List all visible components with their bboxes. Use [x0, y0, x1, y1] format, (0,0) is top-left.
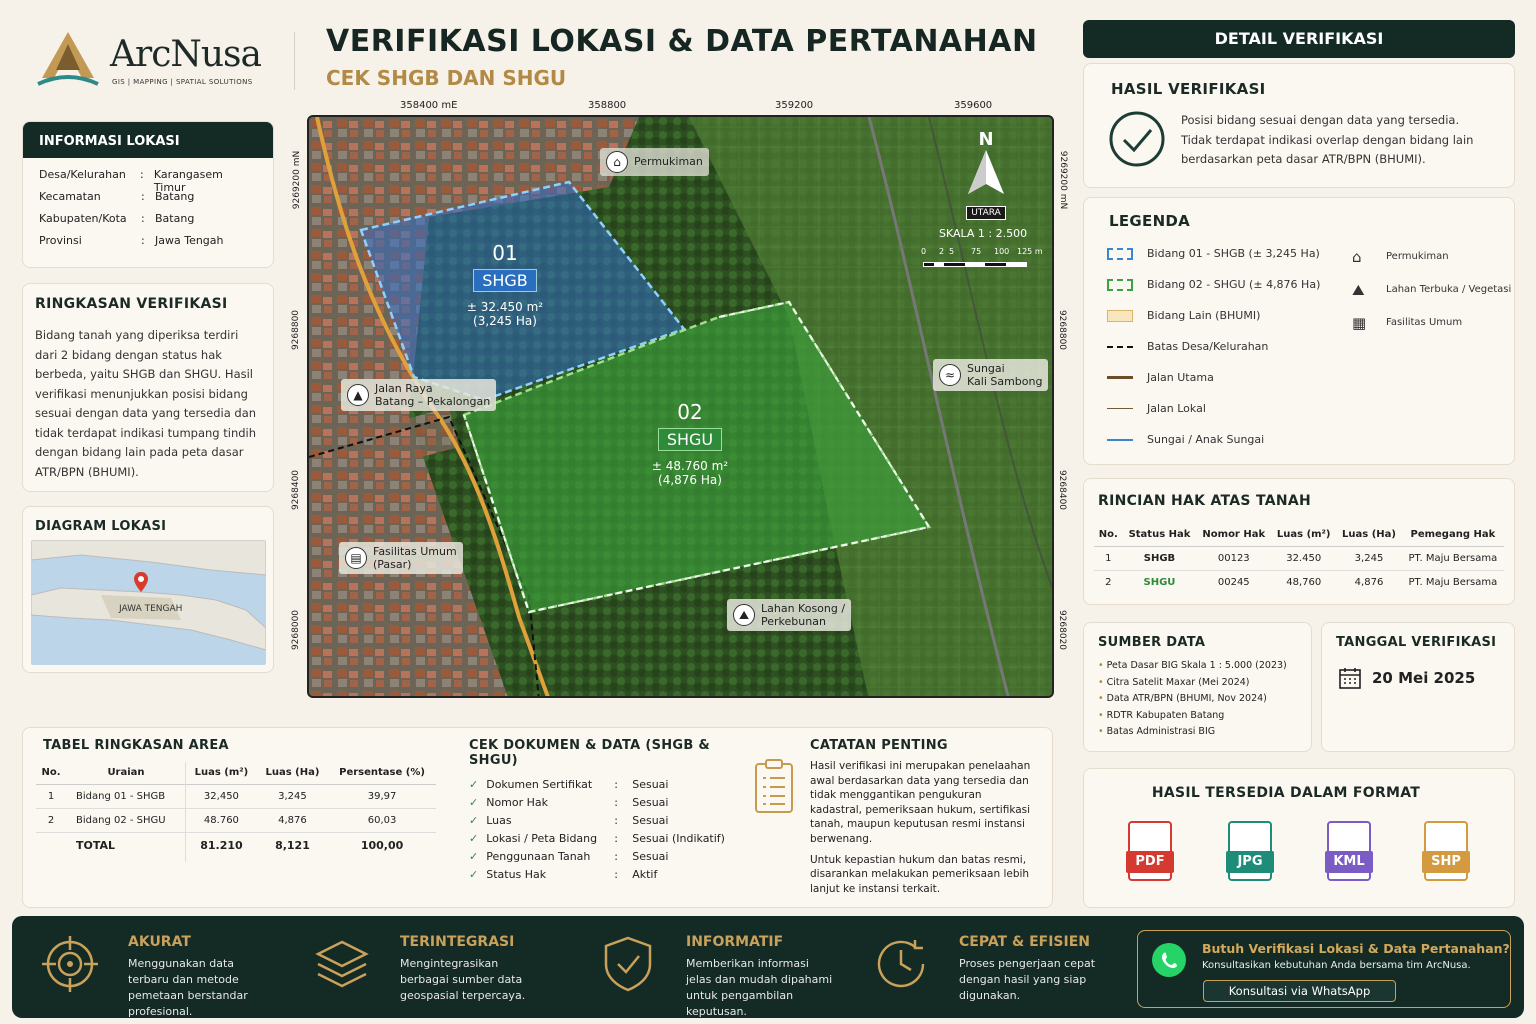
road-icon: ▲	[347, 384, 369, 406]
rincian-card	[1083, 478, 1515, 605]
feature-text: Menggunakan data terbaru dan metode pemetaan berstandar profesional.	[128, 957, 248, 1018]
dokumen-row: ✓ Penggunaan Tanah : Sesuai	[469, 850, 669, 863]
feature-text: Memberikan informasi jelas dan mudah dipahami untuk pengambilan keputusan.	[686, 957, 833, 1018]
landscape-icon: ⛰	[1352, 280, 1365, 299]
feature-text: Mengintegrasikan berbagai sumber data geospasial terpercaya.	[400, 957, 526, 1002]
area-table	[36, 761, 436, 858]
map-tick-right: 9268800	[1057, 309, 1068, 351]
map-tick-top: 359600	[954, 100, 993, 111]
lokasi-title: INFORMASI LOKASI	[23, 122, 273, 158]
sumber-list	[1098, 658, 1297, 741]
feature-title: CEPAT & EFISIEN	[959, 934, 1090, 950]
td	[36, 833, 66, 859]
cta-title: Butuh Verifikasi Lokasi & Data Pertanahan?	[1202, 941, 1510, 956]
brand-tagline: GIS | MAPPING | SPATIAL SOLUTIONS	[112, 78, 253, 86]
java-island-shape	[31, 540, 266, 665]
ringkasan-title: RINGKASAN VERIFIKASI	[35, 296, 228, 312]
td: SHGB	[1143, 553, 1176, 564]
legend-text: Jalan Utama	[1147, 371, 1214, 384]
td: 60,03	[367, 815, 397, 826]
th: Luas (m²)	[186, 761, 257, 785]
brand-name: ArcNusa	[110, 34, 261, 75]
landscape-icon: ⛰	[733, 604, 755, 626]
legenda-right	[1352, 240, 1511, 339]
calendar-icon	[1338, 666, 1362, 690]
tanggal-title: TANGGAL VERIFIKASI	[1336, 635, 1497, 650]
hasil-title: HASIL VERIFIKASI	[1111, 80, 1266, 98]
lokasi-row	[39, 234, 257, 256]
lokasi-sep: :	[141, 190, 145, 203]
th: Uraian	[66, 761, 186, 785]
rincian-table	[1094, 523, 1504, 594]
shp-file-icon[interactable]: SHP	[1424, 821, 1468, 881]
diagram-label: JAWA TENGAH	[119, 604, 183, 614]
rincian-title: RINCIAN HAK ATAS TANAH	[1098, 493, 1312, 509]
list-item: • Citra Satelit Maxar (Mei 2024)	[1098, 676, 1250, 688]
legend-item	[1107, 362, 1320, 393]
clipboard-icon	[754, 758, 794, 814]
table-total-row	[36, 833, 436, 859]
th: Status Hak	[1123, 523, 1197, 547]
td: Bidang 01 - SHGB	[76, 791, 166, 802]
legend-text: Lahan Terbuka / Vegetasi	[1386, 284, 1512, 295]
lokasi-value: Batang	[155, 212, 195, 225]
lokasi-row	[39, 212, 257, 234]
td: 100,00	[360, 839, 404, 852]
callout-text: (Pasar)	[373, 558, 412, 571]
legend-item	[1107, 300, 1320, 331]
map-tick-right: 9269200 mN	[1058, 150, 1069, 210]
dokumen-row: ✓ Nomor Hak : Sesuai	[469, 796, 669, 809]
map-tick-left: 9269200 mN	[292, 150, 303, 210]
callout-text: Sungai	[967, 362, 1005, 375]
north-letter: N	[978, 129, 994, 150]
ringkasan-card	[22, 283, 274, 492]
legend-swatch-shgb	[1107, 248, 1133, 260]
scale-tick: 0	[921, 247, 927, 256]
callout-text: Lahan Kosong /	[761, 602, 846, 615]
callout-text: Batang – Pekalongan	[375, 395, 491, 408]
scale-tick: 75	[971, 247, 982, 256]
building-icon: ▦	[1352, 313, 1367, 332]
callout-text: Perkebunan	[761, 615, 826, 628]
th: No.	[1094, 523, 1123, 547]
legend-item	[1352, 240, 1511, 273]
area-divider-1	[185, 762, 186, 862]
scale-tick: 2	[939, 247, 945, 256]
diagram-map	[31, 540, 266, 665]
td: SHGU	[1143, 577, 1176, 588]
arcnusa-logo-icon	[36, 30, 100, 92]
td: 2	[1105, 577, 1112, 588]
parcel-2-no: 02	[677, 400, 703, 424]
catatan-section	[810, 738, 1036, 896]
dokumen-row: ✓ Luas : Sesuai	[469, 814, 669, 827]
cta-box	[1137, 930, 1511, 1008]
map-left-ticks	[290, 115, 306, 697]
map-tick-left: 9268000	[291, 609, 302, 651]
legend-item	[1352, 306, 1511, 339]
td: PT. Maju Bersama	[1408, 577, 1498, 588]
diagram-card	[22, 506, 274, 673]
table-header	[36, 761, 436, 785]
parcel-1-area-m: ± 32.450 m²	[466, 300, 544, 314]
parcel-1-no: 01	[492, 241, 518, 265]
catatan-title: CATATAN PENTING	[810, 738, 948, 753]
jpg-file-icon[interactable]: JPG	[1228, 821, 1272, 881]
parcel-1-label	[455, 241, 555, 328]
list-item: • RDTR Kabupaten Batang	[1098, 709, 1225, 721]
detail-header: DETAIL VERIFIKASI	[1083, 20, 1515, 58]
legend-swatch-bhumi	[1107, 310, 1133, 322]
callout-jalan	[341, 379, 496, 411]
callout-lahan	[727, 599, 851, 631]
scale-bar	[923, 262, 1027, 267]
dokumen-row: ✓ Status Hak : Aktif	[469, 868, 658, 881]
legend-swatch-batas	[1107, 346, 1133, 348]
td: PT. Maju Bersama	[1408, 553, 1498, 564]
legend-swatch-jalan-utama	[1107, 376, 1133, 379]
legend-text: Fasilitas Umum	[1386, 317, 1463, 328]
lokasi-sep: :	[141, 234, 145, 247]
td: 3,245	[1354, 553, 1384, 564]
legend-swatch-shgu	[1107, 279, 1133, 291]
format-card	[1083, 768, 1515, 908]
dokumen-list	[469, 778, 739, 886]
house-icon: ⌂	[1352, 247, 1362, 266]
parcel-2-status: SHGU	[658, 428, 722, 451]
th: Pemegang Hak	[1402, 523, 1504, 547]
map-tick-right: 9268020	[1057, 609, 1068, 651]
td: 32,450	[203, 791, 239, 802]
lokasi-key: Provinsi	[39, 234, 82, 247]
lokasi-row	[39, 190, 257, 212]
td: 1	[47, 791, 55, 802]
td: 81.210	[200, 839, 243, 852]
th: Nomor Hak	[1196, 523, 1271, 547]
td: TOTAL	[76, 839, 116, 852]
pdf-file-icon[interactable]: PDF	[1128, 821, 1172, 881]
feature-title: TERINTEGRASI	[400, 934, 515, 950]
callout-text: Fasilitas Umum	[373, 545, 457, 558]
legend-text: Permukiman	[1386, 251, 1449, 262]
location-pin-icon	[134, 572, 148, 592]
parcel-2-label	[635, 400, 745, 487]
check-circle-icon	[1108, 110, 1166, 168]
map-top-ticks	[308, 100, 1054, 114]
legend-swatch-sungai	[1107, 439, 1133, 441]
catatan-p1: Hasil verifikasi ini merupakan penelaahan awal berdasarkan data yang tersedia dan tidak menggantikan pengukuran kadastral, pemeriksaan hukum, sertifikasi tanah, maupun keputusan resmi instansi berwenang.	[810, 760, 1031, 845]
feature-text: Proses pengerjaan cepat dengan hasil yang siap digunakan.	[959, 957, 1096, 1002]
feature-title: INFORMATIF	[686, 934, 784, 950]
th: No.	[36, 761, 66, 785]
callout-text: Jalan Raya	[375, 382, 433, 395]
parcel-1-area-ha: (3,245 Ha)	[473, 314, 537, 328]
callout-sungai	[933, 359, 1048, 391]
scale-label: SKALA 1 : 2.500	[939, 227, 1028, 240]
catatan-p2: Untuk kepastian hukum dan batas resmi, disarankan melakukan pemeriksaan lebih lanjut ke instansi terkait.	[810, 853, 1030, 895]
dokumen-row: ✓ Lokasi / Peta Bidang : Sesuai (Indikatif)	[469, 832, 725, 845]
dokumen-row: ✓ Dokumen Sertifikat : Sesuai	[469, 778, 669, 791]
legend-item	[1107, 393, 1320, 424]
legenda-left	[1107, 238, 1320, 455]
td: 2	[47, 815, 55, 826]
legend-text: Bidang 02 - SHGU (± 4,876 Ha)	[1147, 278, 1321, 291]
map-frame[interactable]	[307, 115, 1054, 698]
feature-title: AKURAT	[128, 934, 191, 950]
dokumen-title: CEK DOKUMEN & DATA (SHGB & SHGU)	[469, 738, 711, 768]
footer-band	[12, 916, 1524, 1018]
page-title: VERIFIKASI LOKASI & DATA PERTANAHAN	[326, 24, 1038, 59]
shield-check-icon	[598, 934, 658, 994]
legend-swatch-jalan-lokal	[1107, 408, 1133, 409]
north-arrow	[964, 129, 1008, 220]
parcel-2-area-m: ± 48.760 m²	[651, 459, 729, 473]
table-row	[36, 785, 436, 809]
legend-text: Bidang Lain (BHUMI)	[1147, 309, 1261, 322]
legend-item	[1107, 269, 1320, 300]
table-row	[36, 809, 436, 833]
area-section	[36, 738, 436, 858]
cta-text: Konsultasikan kebutuhan Anda bersama tim ArcNusa.	[1202, 960, 1471, 971]
td: 4,876	[1354, 577, 1384, 588]
lokasi-value: Karangasem Timur	[153, 168, 223, 194]
lokasi-sep: :	[140, 168, 144, 181]
target-icon	[40, 934, 100, 994]
callout-text: Kali Sambong	[967, 375, 1043, 388]
lokasi-value: Jawa Tengah	[155, 234, 224, 247]
scale-tick: 125 m	[1017, 247, 1043, 256]
table-row	[1094, 571, 1504, 595]
kml-file-icon[interactable]: KML	[1327, 821, 1371, 881]
clock-icon	[871, 934, 931, 994]
td: 48.760	[203, 815, 239, 826]
map-tick-left: 9268400	[291, 469, 302, 511]
legend-item	[1107, 424, 1320, 455]
lokasi-key: Desa/Kelurahan	[39, 168, 126, 181]
table-row	[1094, 547, 1504, 571]
house-icon: ⌂	[606, 151, 628, 173]
th: Luas (Ha)	[1336, 523, 1401, 547]
lokasi-sep: :	[141, 212, 145, 225]
list-item: • Batas Administrasi BIG	[1098, 726, 1216, 737]
whatsapp-button[interactable]: Konsultasi via WhatsApp	[1203, 980, 1396, 1002]
lokasi-card	[22, 121, 274, 268]
legend-item	[1352, 273, 1511, 306]
callout-text: Permukiman	[634, 155, 703, 168]
dokumen-section	[469, 738, 739, 886]
map-right-ticks	[1056, 115, 1072, 697]
list-item: • Data ATR/BPN (BHUMI, Nov 2024)	[1098, 693, 1267, 704]
brand-logo	[36, 30, 276, 94]
lokasi-key: Kecamatan	[39, 190, 101, 203]
td: 00123	[1217, 553, 1250, 564]
td: 39,97	[367, 791, 397, 802]
scale-ticks	[921, 247, 1051, 259]
header-divider	[294, 32, 295, 90]
north-label: UTARA	[966, 206, 1006, 220]
whatsapp-icon	[1150, 941, 1188, 979]
lokasi-value: Batang	[155, 190, 195, 203]
callout-fasum	[339, 542, 463, 574]
th: Luas (Ha)	[257, 761, 328, 785]
map-tick-top: 358400 mE	[400, 100, 458, 111]
diagram-title: DIAGRAM LOKASI	[35, 519, 167, 534]
scale-tick: 100	[994, 247, 1010, 256]
page-subtitle: CEK SHGB DAN SHGU	[326, 66, 567, 90]
sumber-card	[1083, 622, 1312, 752]
parcel-2-area-ha: (4,876 Ha)	[658, 473, 722, 487]
callout-permukiman	[600, 148, 709, 176]
lokasi-key: Kabupaten/Kota	[39, 212, 127, 225]
table-header	[1094, 523, 1504, 547]
legend-text: Bidang 01 - SHGB (± 3,245 Ha)	[1147, 247, 1320, 260]
map-tick-top: 359200	[775, 100, 814, 111]
th: Persentase (%)	[328, 761, 436, 785]
td: 3,245	[278, 791, 307, 802]
tanggal-card	[1321, 622, 1515, 752]
legend-text: Sungai / Anak Sungai	[1147, 433, 1265, 446]
td: 8,121	[275, 839, 310, 852]
ringkasan-text: Bidang tanah yang diperiksa terdiri dari 2 bidang dengan status hak berbeda, yaitu SHGB dan SHGU. Hasil verifikasi menunjukkan posisi bidang sesuai dengan data yang tersedia dan tidak terdapat indikasi tumpang tindih dengan bidang lain pada peta dasar ATR/BPN (BHUMI).	[35, 328, 257, 479]
th: Luas (m²)	[1271, 523, 1336, 547]
legenda-card	[1083, 197, 1515, 465]
hasil-text: Posisi bidang sesuai dengan data yang tersedia. Tidak terdapat indikasi overlap dengan bidang lain berdasarkan peta dasar ATR/BPN (BHUMI).	[1181, 113, 1474, 166]
td: Bidang 02 - SHGU	[76, 815, 166, 826]
map-tick-top: 358800	[588, 100, 627, 111]
layers-icon	[312, 934, 372, 994]
td: 1	[1105, 553, 1112, 564]
map-tick-right: 9268400	[1057, 469, 1068, 511]
legend-text: Jalan Lokal	[1147, 402, 1206, 415]
legend-text: Batas Desa/Kelurahan	[1147, 340, 1269, 353]
map-tick-left: 9268800	[291, 309, 302, 351]
legend-item	[1107, 238, 1320, 269]
legenda-title: LEGENDA	[1109, 212, 1191, 230]
list-item: • Peta Dasar BIG Skala 1 : 5.000 (2023)	[1098, 660, 1287, 671]
area-title: TABEL RINGKASAN AREA	[43, 738, 229, 753]
lokasi-row	[39, 168, 257, 194]
north-arrow-icon	[966, 150, 1006, 196]
sumber-title: SUMBER DATA	[1098, 635, 1206, 650]
td: 00245	[1217, 577, 1250, 588]
scale-tick: 5	[949, 247, 955, 256]
hasil-card	[1083, 63, 1515, 188]
tanggal-value: 20 Mei 2025	[1372, 669, 1476, 687]
format-title: HASIL TERSEDIA DALAM FORMAT	[1151, 785, 1421, 801]
legend-item	[1107, 331, 1320, 362]
td: 32.450	[1286, 553, 1322, 564]
td: 4,876	[278, 815, 307, 826]
water-icon: ≈	[939, 364, 961, 386]
building-icon: ▤	[345, 547, 367, 569]
td: 48,760	[1286, 577, 1322, 588]
parcel-1-status: SHGB	[473, 269, 537, 292]
lokasi-rows	[23, 158, 273, 266]
